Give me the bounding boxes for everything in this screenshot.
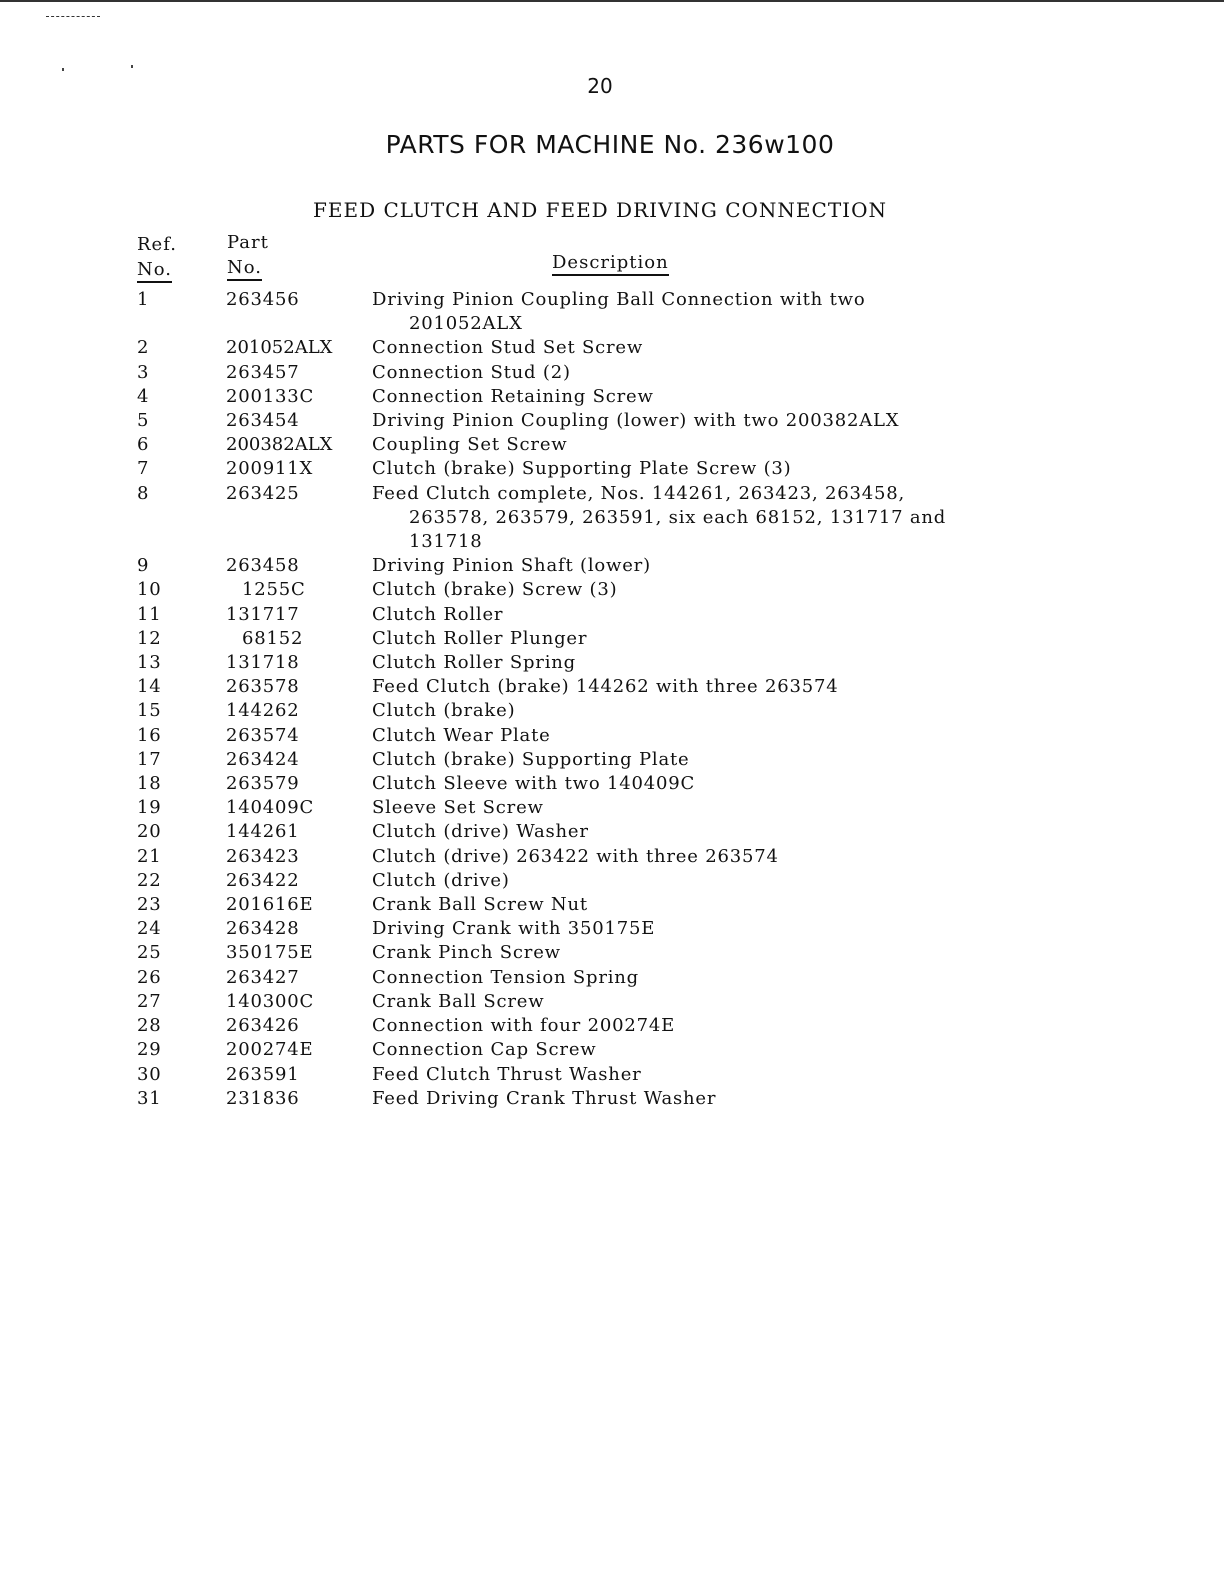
- table-row: [137, 796, 1097, 820]
- ref-number: 4: [137, 385, 150, 407]
- table-row: [137, 990, 1097, 1014]
- part-number: 263456: [226, 289, 300, 310]
- ref-number: 9: [137, 555, 150, 577]
- description-continuation: 263578, 263579, 263591, six each 68152, 131717 and: [409, 506, 947, 528]
- part-description: Connection Retaining Screw: [372, 385, 654, 407]
- table-row: [137, 433, 1097, 457]
- part-number: 263579: [226, 773, 300, 795]
- table-row: [137, 917, 1097, 941]
- ref-number: 1: [137, 289, 150, 310]
- part-description: Feed Clutch Thrust Washer: [372, 1063, 642, 1085]
- table-row: [137, 748, 1097, 772]
- ref-number: 13: [137, 652, 162, 674]
- part-number: 231836: [226, 1087, 300, 1109]
- table-row: [137, 893, 1097, 917]
- ref-no-header: [137, 232, 177, 282]
- description-continuation: 131718: [409, 531, 483, 553]
- ref-number: 26: [137, 966, 162, 988]
- part-number: 140409C: [226, 797, 315, 819]
- part-description: Connection Cap Screw: [372, 1039, 597, 1061]
- part-description: Clutch Roller Plunger: [372, 627, 588, 649]
- ref-number: 6: [137, 434, 150, 456]
- ref-number: 11: [137, 603, 162, 625]
- description-header: Description: [552, 250, 669, 275]
- part-description: Clutch (brake) Supporting Plate: [372, 748, 690, 770]
- table-row: [137, 409, 1097, 433]
- part-number: 200911X: [226, 458, 314, 480]
- table-row: [137, 675, 1097, 699]
- ref-number: 23: [137, 894, 162, 916]
- ref-number: 16: [137, 724, 162, 746]
- part-number: 263428: [226, 918, 300, 940]
- part-header-line2: No.: [227, 257, 262, 281]
- scan-mark: [46, 16, 100, 18]
- part-description: Driving Pinion Coupling (lower) with two 200382ALX: [372, 410, 900, 432]
- ref-number: 22: [137, 869, 162, 891]
- part-number: 263424: [226, 748, 300, 770]
- part-number: 263426: [226, 1015, 300, 1037]
- section-title: FEED CLUTCH AND FEED DRIVING CONNECTION: [313, 198, 887, 222]
- part-number: 200382ALX: [226, 434, 333, 456]
- part-description: Crank Ball Screw: [372, 990, 545, 1012]
- page-title: PARTS FOR MACHINE No. 236w100: [385, 130, 835, 159]
- table-row: [137, 1063, 1097, 1087]
- table-row: [137, 288, 1097, 312]
- ref-number: 25: [137, 942, 162, 964]
- description-continuation: 201052ALX: [409, 313, 523, 335]
- part-number: 201052ALX: [226, 337, 333, 359]
- scan-edge-line: [0, 0, 1224, 2]
- part-description: Clutch (drive) Washer: [372, 821, 589, 843]
- ref-header-line1: Ref.: [137, 234, 177, 255]
- part-description: Connection Tension Spring: [372, 966, 639, 988]
- part-number: 68152: [242, 627, 304, 649]
- part-number: 200274E: [226, 1039, 314, 1061]
- table-row: [137, 578, 1097, 602]
- scan-speck: [62, 68, 64, 71]
- part-number: 263574: [226, 724, 300, 746]
- part-description: Driving Crank with 350175E: [372, 918, 656, 940]
- ref-number: 15: [137, 700, 162, 722]
- part-header-line1: Part: [227, 232, 269, 253]
- part-description: Clutch Roller: [372, 603, 504, 625]
- table-row: [137, 941, 1097, 965]
- table-row: [137, 772, 1097, 796]
- table-row: [137, 385, 1097, 409]
- part-number: 263458: [226, 555, 300, 577]
- table-row: [137, 336, 1097, 360]
- ref-number: 31: [137, 1087, 162, 1109]
- page-number: 20: [587, 74, 613, 98]
- parts-list: [137, 288, 1097, 1111]
- part-no-header: [227, 230, 269, 280]
- part-number: 350175E: [226, 942, 314, 964]
- table-row: [137, 724, 1097, 748]
- ref-number: 7: [137, 458, 150, 480]
- ref-number: 19: [137, 797, 162, 819]
- part-number: 200133C: [226, 385, 315, 407]
- part-number: 263427: [226, 966, 300, 988]
- table-row: [137, 627, 1097, 651]
- ref-number: 3: [137, 361, 150, 383]
- part-description: Connection with four 200274E: [372, 1015, 676, 1037]
- part-description: Crank Ball Screw Nut: [372, 894, 588, 916]
- part-number: 263578: [226, 676, 300, 698]
- part-description: Feed Clutch complete, Nos. 144261, 263423, 263458,: [372, 482, 906, 504]
- table-row: [137, 651, 1097, 675]
- ref-number: 30: [137, 1063, 162, 1085]
- part-description: Coupling Set Screw: [372, 434, 568, 456]
- table-row: [137, 966, 1097, 990]
- ref-number: 8: [137, 482, 150, 504]
- table-row: [137, 1038, 1097, 1062]
- table-row: [137, 603, 1097, 627]
- table-row: [137, 361, 1097, 385]
- part-number: 131717: [226, 603, 300, 625]
- table-row: [137, 457, 1097, 481]
- part-description: Clutch (drive) 263422 with three 263574: [372, 845, 779, 867]
- ref-number: 29: [137, 1039, 162, 1061]
- table-row: [137, 482, 1097, 506]
- table-row: [137, 845, 1097, 869]
- part-description: Connection Stud (2): [372, 361, 571, 383]
- part-description: Crank Pinch Screw: [372, 942, 561, 964]
- part-description: Clutch (brake) Screw (3): [372, 579, 618, 601]
- part-number: 144262: [226, 700, 300, 722]
- part-description: Clutch (drive): [372, 869, 510, 891]
- part-description: Driving Pinion Shaft (lower): [372, 555, 651, 577]
- ref-number: 2: [137, 337, 150, 359]
- part-number: 263423: [226, 845, 300, 867]
- part-description: Clutch (brake) Supporting Plate Screw (3): [372, 458, 792, 480]
- table-row: [137, 554, 1097, 578]
- part-number: 263422: [226, 869, 300, 891]
- table-row: [137, 869, 1097, 893]
- part-description: Clutch Sleeve with two 140409C: [372, 773, 696, 795]
- ref-number: 20: [137, 821, 162, 843]
- part-description: Clutch Roller Spring: [372, 652, 576, 674]
- part-number: 263591: [226, 1063, 300, 1085]
- ref-header-line2: No.: [137, 259, 172, 283]
- ref-number: 24: [137, 918, 162, 940]
- table-row: [137, 1014, 1097, 1038]
- ref-number: 27: [137, 990, 162, 1012]
- ref-number: 17: [137, 748, 162, 770]
- ref-number: 18: [137, 773, 162, 795]
- part-number: 263454: [226, 410, 300, 432]
- ref-number: 28: [137, 1015, 162, 1037]
- table-row: [137, 1087, 1097, 1111]
- part-number: 131718: [226, 652, 300, 674]
- ref-number: 14: [137, 676, 162, 698]
- ref-number: 21: [137, 845, 162, 867]
- part-description: Clutch Wear Plate: [372, 724, 551, 746]
- part-number: 140300C: [226, 990, 315, 1012]
- table-row: [137, 820, 1097, 844]
- part-number: 263457: [226, 361, 300, 383]
- part-number: 201616E: [226, 894, 314, 916]
- part-description: Feed Clutch (brake) 144262 with three 263574: [372, 676, 839, 698]
- part-number: 144261: [226, 821, 300, 843]
- table-row: [137, 699, 1097, 723]
- part-description: Sleeve Set Screw: [372, 797, 544, 819]
- ref-number: 10: [137, 579, 162, 601]
- part-description: Connection Stud Set Screw: [372, 337, 644, 359]
- ref-number: 12: [137, 627, 162, 649]
- scan-speck: [131, 65, 133, 68]
- part-description: Driving Pinion Coupling Ball Connection with two: [372, 289, 866, 310]
- part-number: 1255C: [242, 579, 306, 601]
- part-description: Feed Driving Crank Thrust Washer: [372, 1087, 717, 1109]
- ref-number: 5: [137, 410, 150, 432]
- part-description: Clutch (brake): [372, 700, 516, 722]
- part-number: 263425: [226, 482, 300, 504]
